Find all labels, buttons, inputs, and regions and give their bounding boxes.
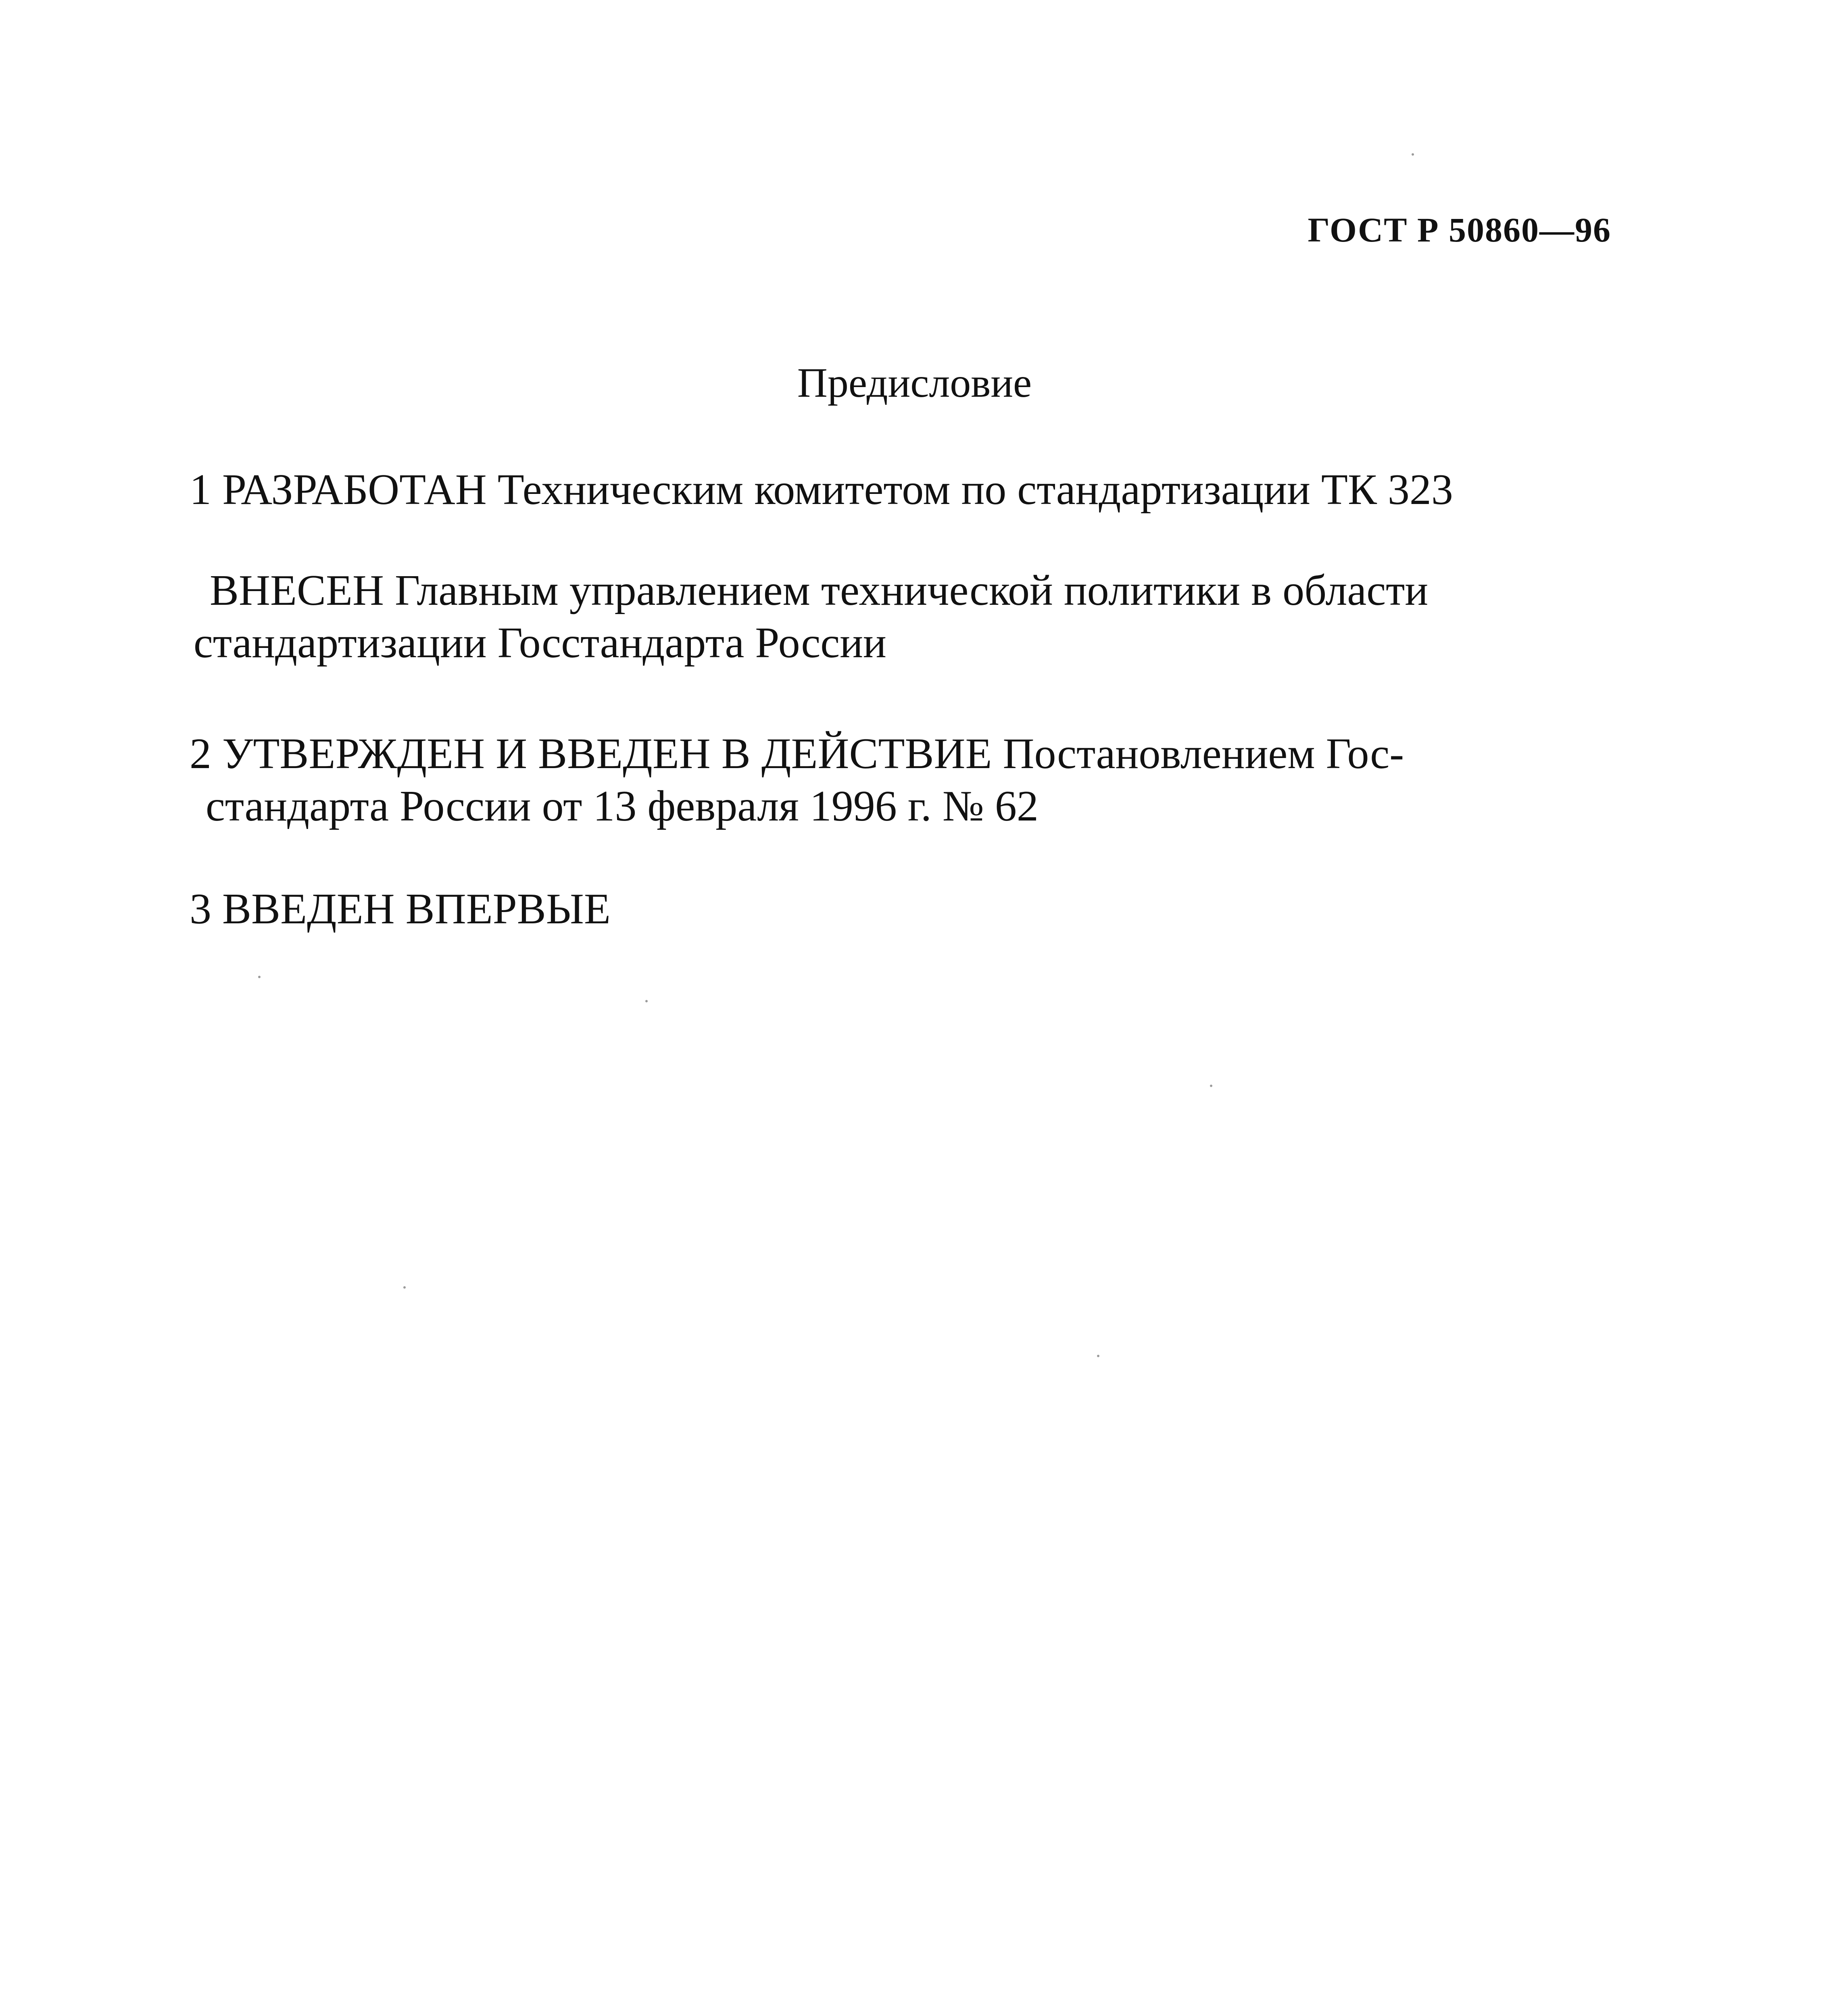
foreword-item-submitted	[194, 564, 1429, 669]
item-lead: 2 УТВЕРЖДЕН И ВВЕДЕН В ДЕЙСТВИЕ	[190, 730, 992, 778]
item-text: Главным управлением технической политики в области	[384, 566, 1429, 614]
scan-speck	[1412, 153, 1414, 156]
document-code: ГОСТ Р 50860—96	[1308, 210, 1611, 249]
item-line	[190, 728, 1404, 780]
item-lead: 3 ВВЕДЕН ВПЕРВЫЕ	[190, 885, 611, 933]
item-text: Техническим комитетом по стандартизации ТК 323	[486, 466, 1453, 514]
scan-speck	[403, 1286, 406, 1289]
item-lead: ВНЕСЕН	[210, 566, 384, 614]
item-lead: 1 РАЗРАБОТАН	[190, 466, 487, 514]
foreword-item-first-introduced	[190, 883, 611, 935]
item-line	[210, 564, 1428, 617]
scan-speck	[1210, 1085, 1212, 1087]
section-heading: Предисловие	[797, 360, 1032, 406]
foreword-item-developed	[190, 464, 1453, 516]
item-text: Постановлением Гос-	[992, 730, 1404, 778]
scan-speck	[645, 1000, 648, 1002]
scan-speck	[1097, 1355, 1099, 1357]
item-line-continuation: стандарта России от 13 февраля 1996 г. № 62	[206, 782, 1039, 830]
scan-speck	[258, 976, 261, 978]
item-line-continuation: стандартизации Госстандарта России	[194, 619, 886, 667]
foreword-item-approved	[190, 728, 1404, 833]
